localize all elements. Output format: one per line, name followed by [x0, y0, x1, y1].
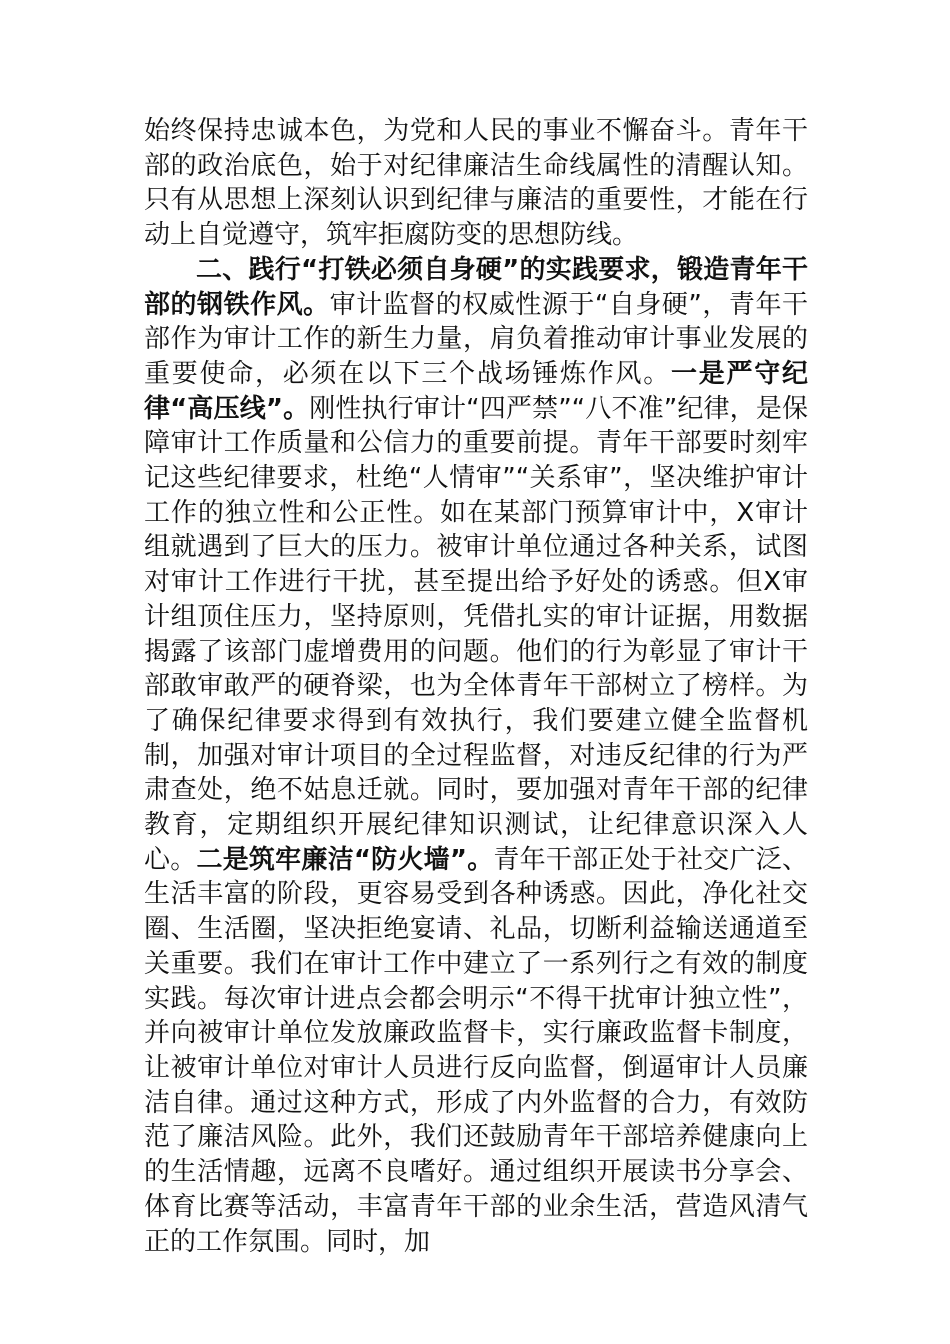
paragraph-1 — [144, 114, 808, 253]
section-heading: 二、践行“打铁必须自身硬”的实践要求，锻造青年干部的钢铁作风。 — [144, 254, 808, 320]
document-body — [144, 114, 808, 1259]
paragraph-2-text-c: 青年干部正处于社交广泛、生活丰富的阶段，更容易受到各种诱惑。因此，净化社交圈、生活圈，坚决拒绝宴请、礼品，切断利益输送通道至关重要。我们在审计工作中建立了一系列行之有效的制度实践。每次审计进点会都会明示“不得干扰审计独立性”，并向被审计单位发放廉政监督卡，实行廉政监督卡制度，让被审计单位对审计人员进行反向监督，倒逼审计人员廉洁自律。通过这种方式，形成了内外监督的合力，有效防范了廉洁风险。此外，我们还鼓励青年干部培养健康向上的生活情趣，远离不良嗜好。通过组织开展读书分享会、体育比赛等活动，丰富青年干部的业余生活，营造风清气正的工作氛围。同时，加 — [144, 844, 808, 1257]
subheading-integrity: 二是筑牢廉洁“防火墙”。 — [196, 844, 494, 875]
paragraph-2-text-a: 审计监督的权威性源于“自身硬”，青年干部作为审计工作的新生力量，肩负着推动审计事业发展的重要使命，必须在以下三个战场锤炼作风。 — [144, 289, 808, 389]
paragraph-1-text: 始终保持忠诚本色，为党和人民的事业不懈奋斗。青年干部的政治底色，始于对纪律廉洁生命线属性的清醒认知。只有从思想上深刻认识到纪律与廉洁的重要性，才能在行动上自觉遵守，筑牢拒腐防变的思想防线。 — [144, 116, 808, 251]
paragraph-2-text-b: 刚性执行审计“四严禁”“八不准”纪律，是保障审计工作质量和公信力的重要前提。青年干部要时刻牢记这些纪律要求，杜绝“人情审”“关系审”，坚决维护审计工作的独立性和公正性。如在某部门预算审计中，X审计组就遇到了巨大的压力。被审计单位通过各种关系，试图对审计工作进行干扰，甚至提出给予好处的诱惑。但X审计组顶住压力，坚持原则，凭借扎实的审计证据，用数据揭露了该部门虚增费用的问题。他们的行为彰显了审计干部敢审敢严的硬脊梁，也为全体青年干部树立了榜样。为了确保纪律要求得到有效执行，我们要建立健全监督机制，加强对审计项目的全过程监督，对违反纪律的行为严肃查处，绝不姑息迁就。同时，要加强对青年干部的纪律教育，定期组织开展纪律知识测试，让纪律意识深入人心。 — [144, 393, 808, 875]
subheading-discipline: 一是严守纪律“高压线”。 — [144, 358, 808, 424]
paragraph-2 — [144, 253, 808, 1259]
